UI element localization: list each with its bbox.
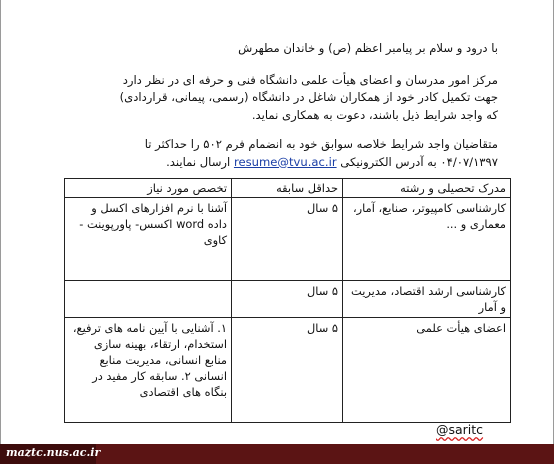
intro-line-2: جهت تکمیل کادر خود از همکاران شاغل در دانشگاه (رسمی، پیمانی، قراردادی)	[119, 90, 498, 104]
cell-experience: ۵ سال	[232, 198, 343, 281]
announcement-body	[56, 40, 498, 171]
table-row	[65, 281, 511, 318]
footer-site-box	[0, 444, 101, 464]
cell-expertise: ۱. آشنایی با آیین نامه های ترفیع، استخدام، ارتقاء، بهینه سازی منابع انسانی، مدیریت منابع انسانی ۲. سابقه کار مفید در بنگاه های اقتصادی	[65, 318, 232, 423]
cell-degree: اعضای هیأت علمی	[343, 318, 511, 423]
channel-handle	[436, 422, 483, 437]
cell-expertise: آشنا با نرم افزارهای اکسل و داده word اکسس- پاورپوینت - کاوی	[65, 198, 232, 281]
table-row	[65, 318, 511, 423]
cell-expertise	[65, 281, 232, 318]
apply-line-2-start: ۰۴/۰۷/۱۳۹۷ به آدرس الکترونیکی	[340, 154, 498, 169]
apply-line-1: متقاضیان واجد شرایط خلاصه سوابق خود به انضمام فرم ۵۰۲ را حداکثر تا	[144, 137, 498, 151]
cell-experience: ۵ سال	[232, 281, 343, 318]
channel-handle-text: @saritc	[436, 422, 484, 437]
intro-line-1: مرکز امور مدرسان و اعضای هیأت علمی دانشگاه فنی و حرفه ای در نظر دارد	[122, 72, 498, 87]
greeting-line: با درود و سلام بر پیامبر اعظم (ص) و خاندان مطهرش	[238, 41, 498, 55]
apply-line-2-end: ارسال نمایند.	[166, 154, 231, 169]
header-degree: مدرک تحصیلی و رشته	[343, 179, 511, 198]
footer-site-url[interactable]: maztc.nus.ac.ir	[6, 446, 101, 459]
table-row	[65, 198, 511, 281]
cell-degree: کارشناسی کامپیوتر، صنایع، آمار، معماری و ...	[343, 198, 511, 281]
footer-bar	[0, 444, 554, 464]
table-header-row	[65, 179, 511, 198]
apply-line-2	[56, 154, 498, 172]
requirements-table-wrap	[64, 178, 506, 423]
cell-experience: ۵ سال	[232, 318, 343, 423]
email-link[interactable]: resume@tvu.ac.ir	[233, 154, 337, 169]
intro-line-3: که واجد شرایط ذیل باشند، دعوت به همکاری نماید.	[251, 107, 498, 122]
header-experience: حداقل سابقه	[232, 179, 343, 198]
header-expertise: تخصص مورد نیاز	[65, 179, 232, 198]
requirements-table	[64, 178, 511, 423]
cell-degree: کارشناسی ارشد اقتصاد، مدیریت و آمار	[343, 281, 511, 318]
page-frame-left	[0, 0, 1, 444]
